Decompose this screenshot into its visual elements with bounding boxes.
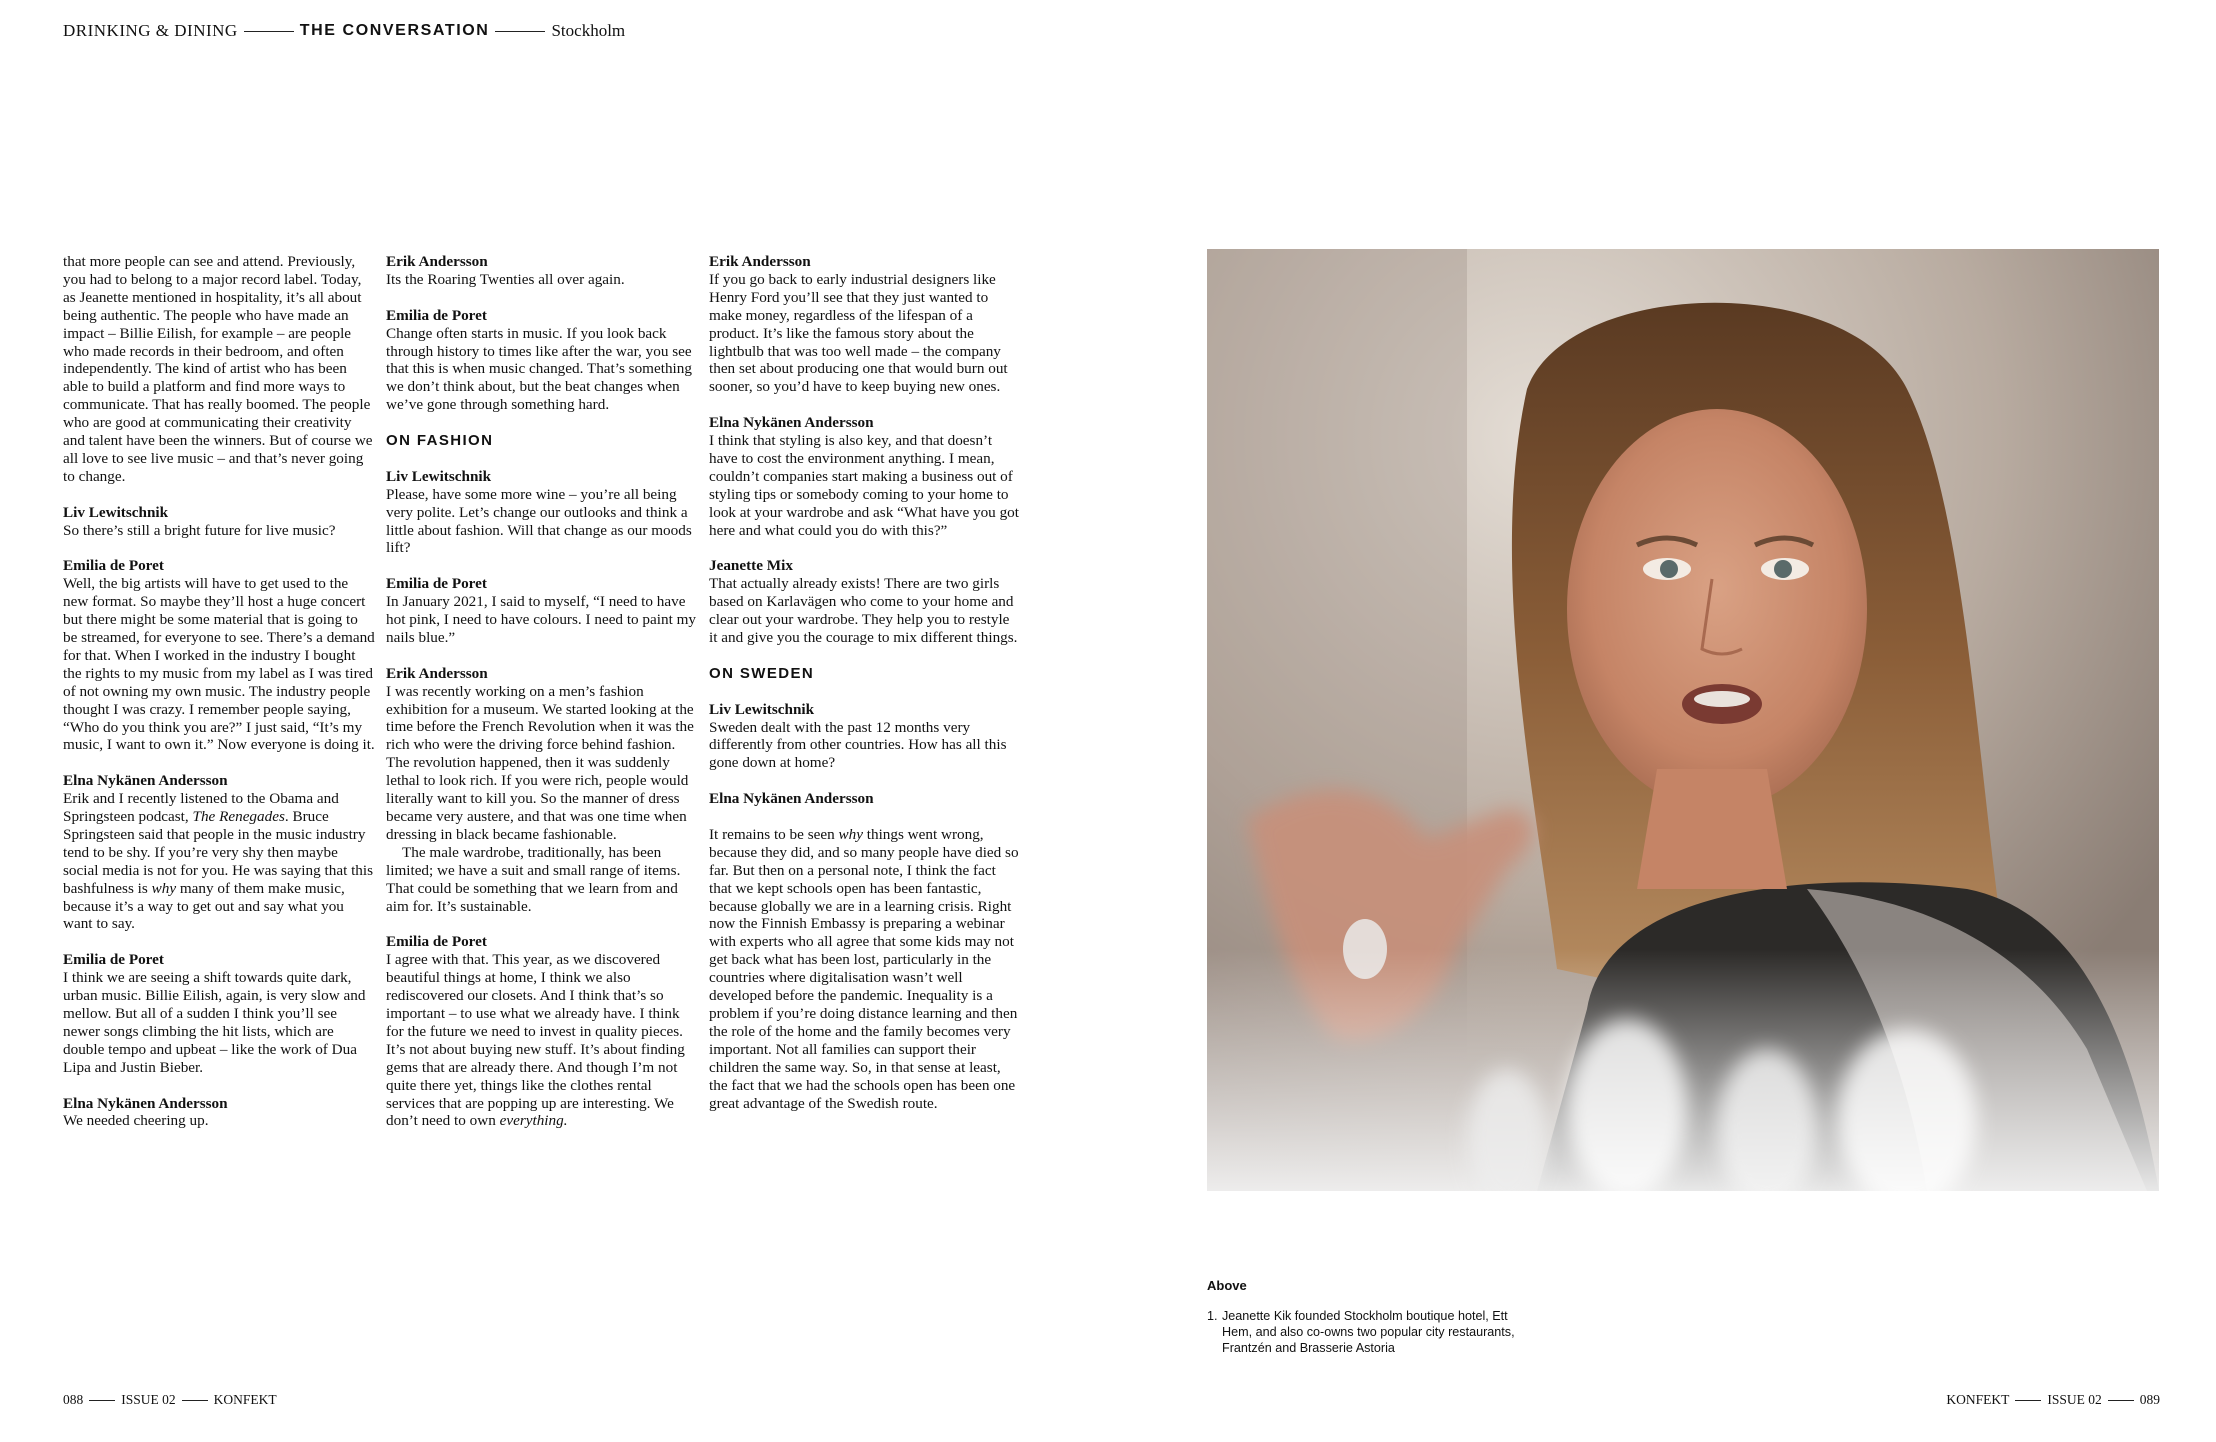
header-rule	[244, 31, 294, 32]
speaker-name: Erik Andersson	[709, 253, 811, 270]
photo-caption	[1207, 1308, 1527, 1356]
paragraph-text: We needed cheering up.	[63, 1112, 209, 1130]
paragraph-text: things went wrong, because they did, and so many people have died so far. But then on a personal note, I think the fact that we kept schools open has been fantastic, because globally we are in a learning crisis. Right now the Finnish Embassy is preparing a webinar with experts who all agree that some kids may not get back what has been lost, particularly in the countries where digitalisation wasn’t well developed before the pandemic. Inequality is a problem if you’re doing distance learning and then the role of the home and the family becomes very important. Not all families can support their children the same way. So, in that sense at least, the fact that we had the schools open has been one great advantage of the Swedish route.	[709, 825, 1019, 1112]
paragraph	[709, 253, 1021, 396]
speaker-name: Erik Andersson	[386, 253, 488, 270]
folio-right	[1946, 1392, 2160, 1408]
podcast-title: The Renegades	[192, 808, 285, 826]
speaker-name: Liv Lewitschnik	[386, 467, 492, 485]
paragraph-text: So there’s still a bright future for live music?	[63, 521, 336, 539]
speaker-name: Liv Lewitschnik	[709, 700, 815, 718]
paragraph	[709, 414, 1021, 539]
city-label: Stockholm	[551, 21, 626, 40]
portrait-photo	[1207, 249, 2159, 1191]
speaker-name: Elna Nykänen Andersson	[709, 414, 874, 432]
article-title: THE CONVERSATION	[299, 22, 490, 39]
paragraph-text: I agree with that. This year, as we discovered beautiful things at home, I think we also rediscovered our closets. And I think that’s so important – to use what we already have. I think for the future we need to invest in quality pieces. It’s not about buying new stuff. It’s about finding gems that are already there. And though I’m not quite there yet, things like the clothes rental services that are popping up are interesting. We don’t need to own	[386, 951, 685, 1130]
emphasis: everything.	[499, 1112, 568, 1130]
speaker-name: Emilia de Poret	[63, 557, 164, 575]
paragraph	[63, 1095, 375, 1131]
paragraph	[63, 557, 375, 754]
portrait-illustration	[1207, 249, 2159, 1191]
paragraph-text: Erik and I recently listened to the Obama and Springsteen podcast,	[63, 790, 339, 826]
paragraph-text: Its the Roaring Twenties all over again.	[386, 270, 625, 288]
caption-number: 1.	[1207, 1309, 1218, 1323]
paragraph-text: If you go back to early industrial designers like Henry Ford you’ll see that they just wanted to make money, regardless of the lifespan of a product. It’s like the famous story about the lightbulb that was too well made – the company then set about producing one that would burn out sooner, so you’d have to keep buying new ones.	[709, 270, 1008, 396]
paragraph-text: Well, the big artists will have to get used to the new format. So maybe they’ll host a huge concert but there might be some material that is going to be streamed, for everyone to see. There’s a demand for that. When I worked in the industry I bought the rights to my music from my label as I was tired of not owning my own music. The industry people thought I was crazy. I remember people saying, “Who do you think you are?” I just said, “It’s my music, I want to own it.” Now everyone is doing it.	[63, 575, 375, 754]
paragraph	[63, 504, 375, 540]
paragraph	[709, 790, 1021, 808]
page-number: 089	[2139, 1392, 2160, 1407]
paragraph	[63, 951, 375, 1076]
paragraph	[386, 575, 698, 647]
speaker-name: Jeanette Mix	[709, 557, 793, 575]
running-header	[63, 21, 625, 41]
paragraph	[386, 665, 698, 844]
paragraph-text: many of them make music, because it’s a way to get out and say what you want to say.	[63, 879, 345, 933]
page-number: 088	[63, 1392, 84, 1407]
speaker-name: Emilia de Poret	[386, 575, 487, 593]
speaker-name: Elna Nykänen Andersson	[63, 772, 228, 790]
section-label: DRINKING & DINING	[63, 21, 238, 40]
paragraph-text: I think we are seeing a shift towards quite dark, urban music. Billie Eilish, again, is very slow and mellow. But all of a sudden I think you’ll see newer songs climbing the hit lists, which are double tempo and upbeat – like the work of Dua Lipa and Justin Bieber.	[63, 969, 366, 1076]
text-column-1	[63, 253, 375, 1130]
paragraph: that more people can see and attend. Previously, you had to belong to a major record label. Today, as Jeanette mentioned in hospitality, it’s all about being authentic. The people who have made an impact – Billie Eilish, for example – are people who made records in their bedroom, and often independently. The kind of artist who has been able to build a platform and find more ways to communicate. That has really boomed. The people who are good at communicating their creativity and talent have been the winners. But of course we all love to see live music – and that’s never going to change.	[63, 253, 373, 485]
issue-label: ISSUE 02	[121, 1392, 176, 1407]
text-column-3	[709, 253, 1021, 1112]
speaker-name: Elna Nykänen Andersson	[709, 790, 874, 808]
folio-rule	[2015, 1400, 2041, 1401]
magazine-name: KONFEKT	[1946, 1392, 2010, 1407]
header-rule	[495, 31, 545, 32]
speaker-name: Emilia de Poret	[386, 933, 487, 951]
speaker-name: Erik Andersson	[386, 664, 488, 682]
text-column-2	[386, 253, 698, 1130]
paragraph	[63, 772, 375, 933]
paragraph-text: That actually already exists! There are two girls based on Karlavägen who come to your home and clear out your wardrobe. They help you to restyle it and give you the courage to mix different things.	[709, 575, 1018, 646]
paragraph: The male wardrobe, traditionally, has been limited; we have a suit and small range of items. That could be something that we learn from and aim for. It’s sustainable.	[386, 843, 681, 915]
paragraph-text: Change often starts in music. If you look back through history to times like after the war, you see that this is when music changed. That’s something we don’t think about, but the beat changes when we’ve gone through something hard.	[386, 324, 692, 414]
section-heading-fashion: ON FASHION	[386, 432, 494, 450]
folio-rule	[89, 1400, 115, 1401]
folio-left	[63, 1392, 277, 1408]
section-heading-sweden: ON SWEDEN	[709, 664, 815, 682]
emphasis: why	[151, 879, 177, 897]
paragraph-text: Sweden dealt with the past 12 months very differently from other countries. How has all this gone down at home?	[709, 718, 1007, 772]
paragraph	[709, 701, 1021, 773]
paragraph	[709, 826, 1021, 1113]
emphasis: why	[838, 825, 863, 843]
issue-label: ISSUE 02	[2047, 1392, 2102, 1407]
paragraph-text: . Bruce Springsteen said that people in the music industry tend to be shy. If you’re very shy then maybe social media is not for you. He was saying that this bashfulness is	[63, 808, 374, 897]
paragraph	[386, 933, 698, 1130]
magazine-name: KONFEKT	[213, 1392, 277, 1407]
speaker-name: Elna Nykänen Andersson	[63, 1094, 228, 1112]
paragraph-text: In January 2021, I said to myself, “I need to have hot pink, I need to have colours. I need to paint my nails blue.”	[386, 593, 697, 646]
speaker-name: Emilia de Poret	[63, 951, 164, 969]
paragraph-text: I was recently working on a men’s fashion exhibition for a museum. We started looking at the time before the French Revolution when it was the rich who were the driving force behind fashion. The revolution happened, then it was suddenly lethal to look rich. If you were rich, people would literally want to kill you. So the manner of dress became very austere, and that was one time when dressing in black became fashionable.	[386, 682, 694, 843]
paragraph	[709, 557, 1021, 647]
paragraph	[386, 468, 698, 558]
paragraph-text: I think that styling is also key, and that doesn’t have to cost the environment anything. I mean, couldn’t companies start making a business out of styling tips or somebody coming to your home to look at your wardrobe and ask “What have you got here and what could you do with this?”	[709, 432, 1019, 539]
paragraph	[386, 253, 698, 289]
folio-rule	[2108, 1400, 2134, 1401]
paragraph	[386, 307, 698, 414]
folio-rule	[182, 1400, 208, 1401]
paragraph-text: Please, have some more wine – you’re all being very polite. Let’s change our outlooks and think a little about fashion. Will that change as our moods lift?	[386, 485, 692, 557]
speaker-name: Emilia de Poret	[386, 306, 487, 324]
speaker-name: Liv Lewitschnik	[63, 503, 169, 521]
caption-text: Jeanette Kik founded Stockholm boutique hotel, Ett Hem, and also co-owns two popular city restaurants, Frantzén and Brasserie Astoria	[1222, 1309, 1515, 1355]
paragraph-text: It remains to be seen	[709, 825, 839, 843]
caption-title: Above	[1207, 1278, 1247, 1293]
